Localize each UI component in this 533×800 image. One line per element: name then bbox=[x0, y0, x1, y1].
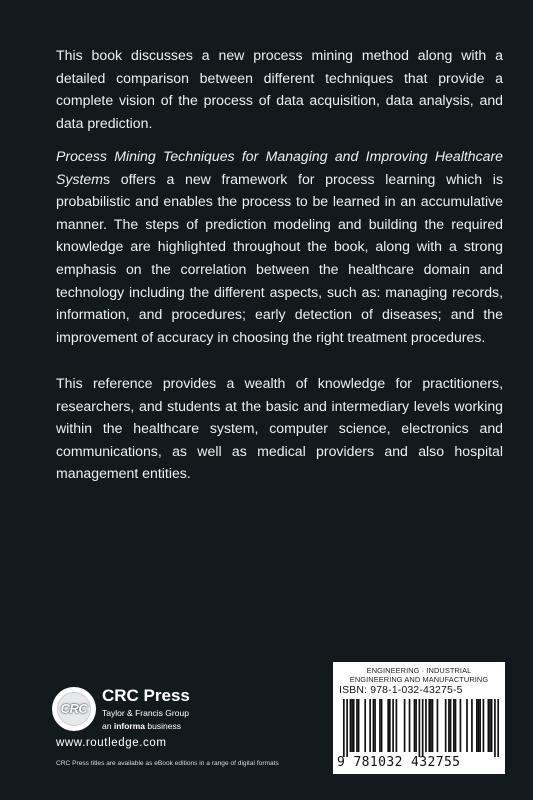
barcode-bar bbox=[364, 699, 366, 752]
barcode-bar bbox=[414, 699, 416, 752]
barcode-bar bbox=[450, 699, 452, 752]
barcode-bar bbox=[425, 699, 427, 752]
barcode-bar bbox=[389, 699, 391, 752]
barcode-bar bbox=[374, 699, 376, 752]
barcode-bar bbox=[346, 699, 348, 757]
barcode-bar bbox=[430, 699, 432, 752]
barcode-bar bbox=[476, 699, 478, 752]
barcode-bar bbox=[353, 699, 355, 752]
barcode-bar bbox=[404, 699, 406, 752]
barcode-bar bbox=[478, 699, 480, 752]
publisher-name: CRC Press bbox=[102, 686, 190, 705]
barcode-panel bbox=[333, 662, 505, 774]
barcode-bar bbox=[381, 699, 383, 752]
blurb-paragraph-1: This book discusses a new process mining method along with a detailed comparison between different techniques that provide a complete vision of the process of data acquisition, data analysis, and data prediction. bbox=[56, 47, 503, 131]
barcode-bar bbox=[343, 699, 345, 757]
blurb-paragraph-2 bbox=[56, 145, 503, 348]
barcode-bar bbox=[409, 699, 411, 752]
category-line-1: ENGINEERING · INDUSTRIAL bbox=[366, 666, 472, 675]
barcode-bars bbox=[343, 699, 499, 757]
barcode-bar bbox=[497, 699, 499, 757]
crc-logo bbox=[52, 687, 96, 731]
isbn-label: ISBN: 978-1-032-43275-5 bbox=[339, 685, 463, 696]
barcode-bar bbox=[356, 699, 358, 752]
barcode-bar bbox=[489, 699, 491, 752]
barcode-bar bbox=[437, 699, 439, 752]
barcode-bar bbox=[396, 699, 398, 752]
barcode-bar bbox=[494, 699, 496, 757]
barcode-bar bbox=[350, 699, 352, 752]
barcode-bar bbox=[419, 699, 421, 757]
barcode-bar bbox=[351, 699, 353, 752]
barcode-bar bbox=[392, 699, 394, 752]
barcode-bar bbox=[422, 699, 424, 757]
publisher-informa: an informa business bbox=[102, 721, 181, 731]
barcode-bar bbox=[428, 699, 430, 752]
blurb-paragraph-2-text: s offers a new framework for process learning which is probabilistic and enables the process to be learned in an accumulative manner. The steps of prediction modeling and building the required knowledge are highlighted throughout the book, along with a strong emphasis on the correlation between the healthcare domain and technology including the different aspects, such as: managing records, information, and procedures; early detection of diseases; and the improvement of accuracy in choosing the right treatment procedures. bbox=[56, 170, 503, 345]
barcode-bar bbox=[432, 699, 434, 752]
barcode-bar bbox=[453, 699, 455, 752]
blurb-paragraph-3: This reference provides a wealth of knowledge for practitioners, researchers, and students at the basic and intermediary levels working within the healthcare system, computer science, electronics and communications, as well as medical providers and also hospital management entities. bbox=[56, 375, 503, 482]
crc-logo-text: CRC bbox=[60, 701, 88, 716]
publisher-website: www.routledge.com bbox=[56, 737, 167, 749]
barcode-bar bbox=[483, 699, 485, 752]
barcode-bar bbox=[455, 699, 457, 752]
barcode-digits: 9 781032 432755 bbox=[337, 755, 461, 770]
ebook-note: CRC Press titles are available as eBook editions in a range of digital formats bbox=[56, 760, 279, 767]
barcode-bar bbox=[479, 699, 481, 752]
publisher-group: Taylor & Francis Group bbox=[102, 708, 189, 718]
barcode-bar bbox=[415, 699, 417, 752]
barcode-bar bbox=[358, 699, 360, 752]
barcode-bar bbox=[369, 699, 371, 752]
book-title-italic: Process Mining Techniques for Managing and Improving Healthcare System bbox=[56, 148, 503, 187]
category-line-2: ENGINEERING AND MANUFACTURING bbox=[349, 675, 489, 684]
barcode-bar bbox=[379, 699, 381, 752]
barcode-bar bbox=[488, 699, 490, 752]
barcode-bar bbox=[471, 699, 473, 752]
barcode-bar bbox=[373, 699, 375, 752]
barcode-bar bbox=[491, 699, 493, 752]
barcode-bar bbox=[448, 699, 450, 752]
barcode-bar bbox=[387, 699, 389, 752]
barcode-bar bbox=[445, 699, 447, 752]
barcode-bar bbox=[466, 699, 468, 752]
barcode-bar bbox=[460, 699, 462, 752]
